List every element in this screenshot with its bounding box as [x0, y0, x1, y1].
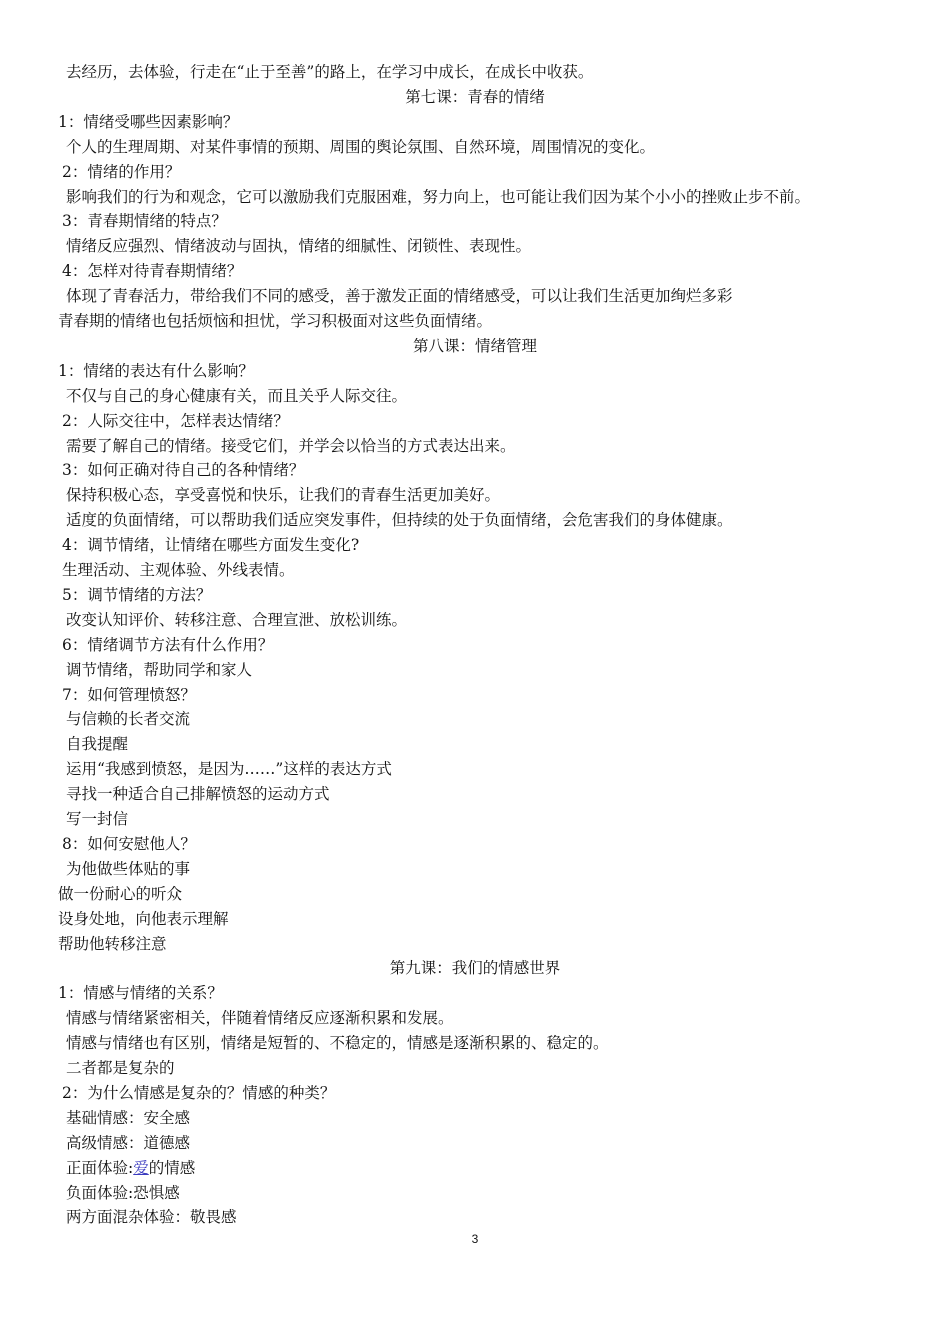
line-text: 为他做些体贴的事	[66, 859, 191, 878]
line-text: 2：为什么情感是复杂的？情感的种类？	[62, 1083, 336, 1102]
line-text: 2：人际交往中，怎样表达情绪？	[62, 411, 289, 430]
line-text: 1：情感与情绪的关系？	[58, 984, 223, 1003]
text-line	[0, 284, 950, 309]
line-text: 3：青春期情绪的特点？	[62, 212, 227, 231]
line-text: 运用“我感到愤怒，是因为……”这样的表达方式	[66, 760, 392, 779]
line-text: 负面体验:恐惧感	[66, 1183, 180, 1202]
text-line	[0, 309, 950, 334]
text-line	[0, 1081, 950, 1106]
line-text: 6：情绪调节方法有什么作用？	[62, 635, 274, 654]
text-line	[0, 608, 950, 633]
text-line	[0, 60, 950, 85]
line-text: 调节情绪，帮助同学和家人	[66, 660, 253, 679]
line-text: 高级情感：道德感	[66, 1133, 191, 1152]
text-line	[0, 508, 950, 533]
text-line	[0, 1181, 950, 1206]
text-line	[0, 1156, 950, 1181]
line-text: 4：调节情绪，让情绪在哪些方面发生变化?	[62, 536, 360, 555]
line-content	[66, 1156, 195, 1181]
text-line	[0, 434, 950, 459]
text-line	[0, 1205, 950, 1230]
line-text: 两方面混杂体验：敬畏感	[66, 1208, 237, 1227]
text-line	[0, 907, 950, 932]
line-text: 2：情绪的作用？	[62, 162, 181, 181]
text-line	[0, 160, 950, 185]
text-line	[0, 259, 950, 284]
line-text: 8：如何安慰他人？	[62, 834, 196, 853]
line-text: 不仅与自己的身心健康有关，而且关乎人际交往。	[66, 386, 408, 405]
text-line	[0, 882, 950, 907]
text-line	[0, 583, 950, 608]
line-text: 第九课：我们的情感世界	[389, 959, 561, 978]
line-text: 个人的生理周期、对某件事情的预期、周围的舆论氛围、自然环境，周围情况的变化。	[66, 137, 656, 156]
text-line	[0, 1006, 950, 1031]
line-suffix: 的情感	[148, 1158, 196, 1177]
text-line	[0, 234, 950, 259]
line-text: 情感与情绪也有区别，情绪是短暂的、不稳定的，情感是逐渐积累的、稳定的。	[66, 1034, 609, 1053]
line-text: 体现了青春活力，带给我们不同的感受，善于激发正面的情绪感受，可以让我们生活更加绚烂多彩	[66, 287, 733, 306]
text-line	[0, 135, 950, 160]
line-text: 1：情绪受哪些因素影响？	[58, 112, 239, 131]
text-line	[0, 832, 950, 857]
line-text: 7：如何管理愤怒？	[62, 685, 196, 704]
line-text: 4：怎样对待青春期情绪？	[62, 262, 243, 281]
text-line	[0, 782, 950, 807]
text-line	[0, 683, 950, 708]
text-line	[0, 384, 950, 409]
line-text: 写一封信	[66, 810, 129, 828]
text-line	[0, 658, 950, 683]
line-text: 情感与情绪紧密相关，伴随着情绪反应逐渐积累和发展。	[66, 1009, 454, 1028]
text-line	[0, 409, 950, 434]
line-text: 影响我们的行为和观念，它可以激励我们克服困难，努力向上，也可能让我们因为某个小小的挫败止步不前。	[66, 187, 811, 206]
line-text: 第八课：情绪管理	[412, 336, 537, 355]
line-text: 情绪反应强烈、情绪波动与固执，情绪的细腻性、闭锁性、表现性。	[66, 237, 532, 256]
text-line	[0, 558, 950, 583]
line-text: 生理活动、主观体验、外线表情。	[62, 561, 295, 579]
line-text: 青春期的情绪也包括烦恼和担忧，学习积极面对这些负面情绪。	[58, 312, 493, 330]
text-line	[0, 359, 950, 384]
text-line	[0, 483, 950, 508]
line-text: 适度的负面情绪，可以帮助我们适应突发事件，但持续的处于负面情绪，会危害我们的身体健康。	[66, 511, 733, 530]
text-line	[0, 110, 950, 135]
line-text: 1：情绪的表达有什么影响？	[58, 361, 254, 380]
page-number: 3	[471, 1232, 479, 1246]
text-line	[0, 757, 950, 782]
line-text: 与信赖的长者交流	[66, 710, 191, 729]
line-text: 设身处地，向他表示理解	[58, 909, 229, 928]
line-text: 第七课：青春的情绪	[405, 87, 545, 106]
section-heading	[0, 334, 950, 359]
text-line	[0, 185, 950, 210]
text-line	[0, 807, 950, 832]
hyperlink[interactable]: 爱	[133, 1158, 149, 1177]
line-text: 保持积极心态，享受喜悦和快乐，让我们的青春生活更加美好。	[66, 486, 501, 505]
text-line	[0, 1056, 950, 1081]
line-prefix: 正面体验:	[66, 1158, 134, 1177]
text-line	[0, 1106, 950, 1131]
section-heading	[0, 956, 950, 981]
line-text: 寻找一种适合自己排解愤怒的运动方式	[66, 785, 330, 804]
line-text: 帮助他转移注意	[58, 934, 167, 953]
line-text: 去经历，去体验，行走在“止于至善”的路上，在学习中成长，在成长中收获。	[66, 63, 594, 81]
line-text: 5：调节情绪的方法？	[62, 585, 212, 604]
text-line	[0, 533, 950, 558]
text-line	[0, 1031, 950, 1056]
line-text: 做一份耐心的听众	[58, 884, 183, 903]
text-line	[0, 1131, 950, 1156]
text-line	[0, 633, 950, 658]
line-text: 基础情感：安全感	[66, 1108, 191, 1127]
text-line	[0, 981, 950, 1006]
text-line	[0, 458, 950, 483]
text-line	[0, 732, 950, 757]
text-line	[0, 209, 950, 234]
line-text: 需要了解自己的情绪。接受它们，并学会以恰当的方式表达出来。	[66, 436, 516, 455]
line-text: 3：如何正确对待自己的各种情绪？	[62, 461, 305, 480]
line-text: 自我提醒	[66, 735, 129, 754]
text-line	[0, 707, 950, 732]
text-line	[0, 857, 950, 882]
text-line	[0, 932, 950, 957]
line-text: 二者都是复杂的	[66, 1059, 175, 1077]
section-heading	[0, 85, 950, 110]
line-text: 改变认知评价、转移注意、合理宣泄、放松训练。	[66, 610, 408, 629]
